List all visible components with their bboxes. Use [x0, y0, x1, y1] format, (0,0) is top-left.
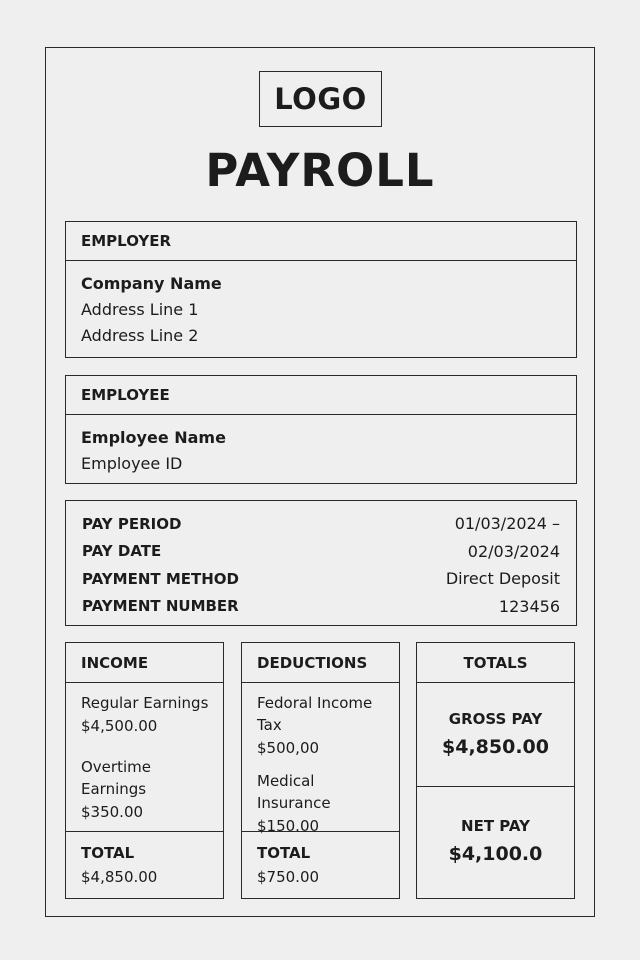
pay-period-value: 01/03/2024 –: [454, 514, 560, 534]
income-item-amount: $350.00: [81, 803, 144, 821]
employer-section: [65, 221, 577, 358]
income-total-amount: $4,850.00: [81, 868, 158, 886]
address-line-2: Address Line 2: [81, 326, 199, 345]
net-pay-cell: [417, 786, 574, 896]
address-line-1: Address Line 1: [81, 300, 199, 319]
deduction-item-label: Medical Insurance: [257, 772, 331, 812]
pay-period-label: PAY PERIOD: [82, 514, 182, 533]
pay-date-label: PAY DATE: [82, 542, 162, 561]
payroll-document: [45, 47, 595, 917]
deduction-item-amount: $500,00: [257, 739, 320, 757]
pay-info-section: [65, 500, 577, 626]
deductions-total: [242, 831, 399, 897]
document-title: PAYROLL: [205, 144, 435, 197]
employee-name: Employee Name: [81, 428, 226, 447]
pay-date-row: [82, 538, 560, 566]
payment-number-row: [82, 593, 560, 621]
income-section: [65, 642, 224, 899]
income-total-label: TOTAL: [81, 844, 135, 862]
deductions-section: [241, 642, 400, 899]
gross-pay-label: GROSS PAY: [448, 709, 543, 728]
totals-section: [416, 642, 575, 899]
net-pay-amount: $4,100.0: [448, 842, 543, 865]
pay-period-row: [82, 510, 560, 538]
employee-section: [65, 375, 577, 484]
payment-method-label: PAYMENT METHOD: [82, 569, 239, 588]
logo-text: LOGO: [274, 82, 367, 116]
payment-number-label: PAYMENT NUMBER: [82, 597, 239, 616]
pay-date-value: 02/03/2024: [467, 541, 560, 561]
payment-number-value: 123456: [498, 596, 560, 616]
income-item-label: Regular Earnings: [81, 694, 209, 712]
deductions-total-label: TOTAL: [257, 844, 311, 862]
deduction-item-label: Fedoral Income Tax: [257, 694, 373, 734]
company-logo: [259, 71, 382, 127]
income-total: [66, 831, 223, 897]
employee-id: Employee ID: [81, 454, 183, 473]
income-heading: INCOME: [66, 643, 223, 683]
payment-method-value: Direct Deposit: [445, 569, 560, 589]
income-item-label: Overtime Earnings: [81, 758, 151, 798]
deduction-item-amount: $150.00: [257, 817, 320, 835]
net-pay-label: NET PAY: [461, 816, 530, 835]
totals-heading: TOTALS: [417, 643, 574, 683]
gross-pay-cell: [417, 683, 574, 786]
employee-heading: EMPLOYEE: [66, 376, 576, 415]
deductions-total-amount: $750.00: [257, 868, 320, 886]
deductions-heading: DEDUCTIONS: [242, 643, 399, 683]
income-item-amount: $4,500.00: [81, 717, 158, 735]
company-name: Company Name: [81, 274, 222, 293]
gross-pay-amount: $4,850.00: [442, 735, 549, 758]
payment-method-row: [82, 565, 560, 593]
employer-heading: EMPLOYER: [66, 222, 576, 261]
